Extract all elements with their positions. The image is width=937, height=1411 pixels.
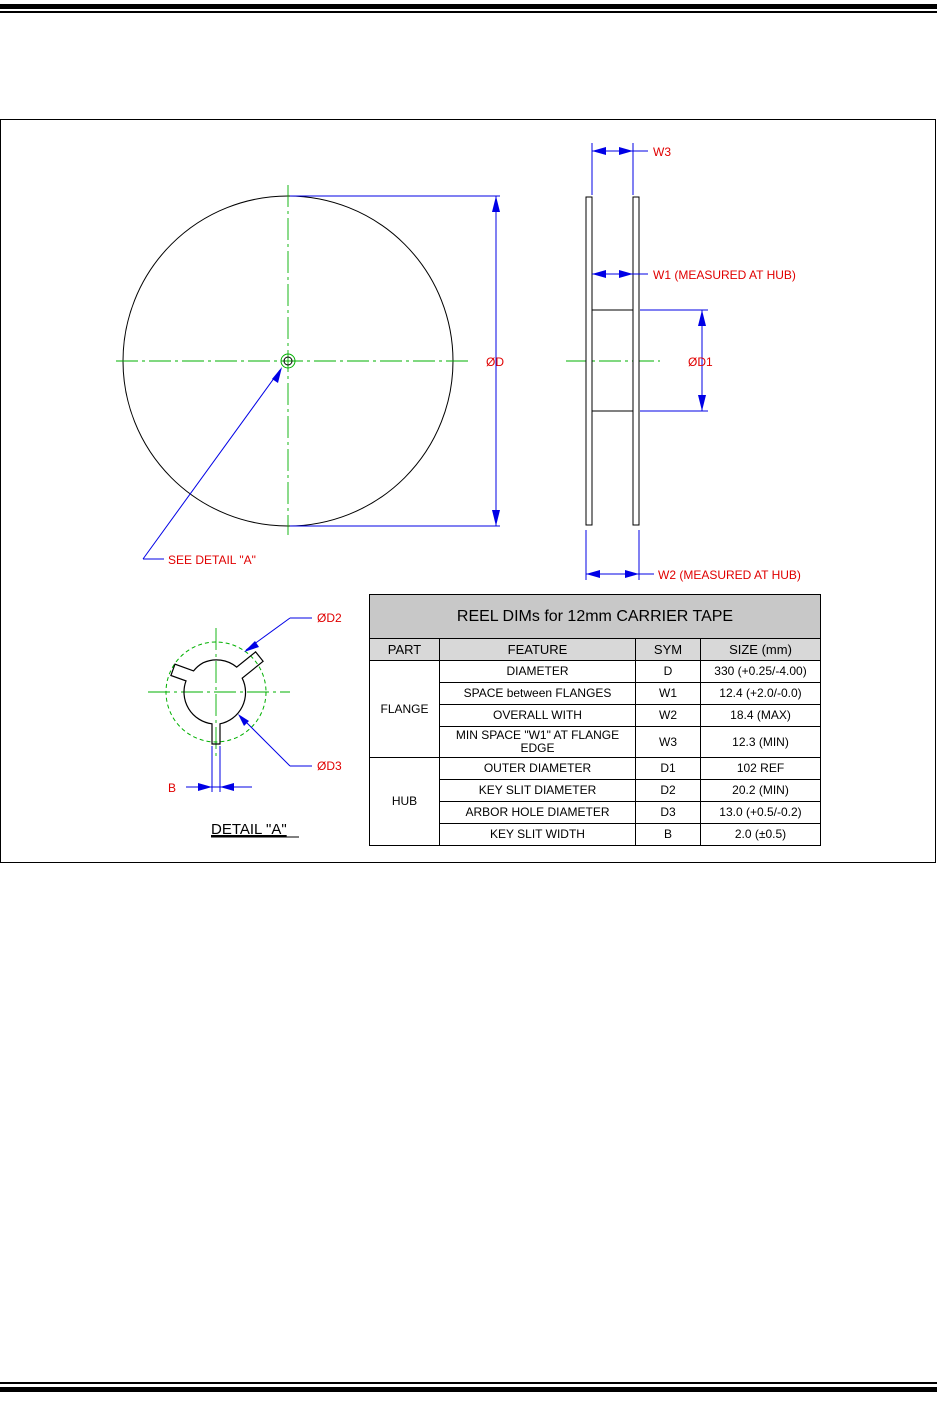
table-cell: D2 bbox=[636, 780, 701, 802]
table-cell: 12.4 (+2.0/-0.0) bbox=[701, 683, 821, 705]
table-cell: ARBOR HOLE DIAMETER bbox=[440, 802, 636, 824]
label-d1: ØD1 bbox=[688, 355, 713, 369]
dimension-w3 bbox=[592, 143, 671, 195]
flange-right bbox=[633, 197, 639, 525]
table-cell: MIN SPACE "W1" AT FLANGE EDGE bbox=[440, 727, 636, 758]
table-cell: D bbox=[636, 661, 701, 683]
table-cell: W3 bbox=[636, 727, 701, 758]
table-cell: W1 bbox=[636, 683, 701, 705]
label-see-detail: SEE DETAIL "A" bbox=[168, 553, 256, 567]
table-cell: DIAMETER bbox=[440, 661, 636, 683]
header-size: SIZE (mm) bbox=[701, 639, 821, 661]
table-cell: D3 bbox=[636, 802, 701, 824]
detail-title: DETAIL "A" bbox=[211, 821, 287, 838]
table-cell: 102 REF bbox=[701, 758, 821, 780]
bottom-rule-thick bbox=[0, 1387, 937, 1392]
label-w3: W3 bbox=[653, 145, 671, 159]
header-sym: SYM bbox=[636, 639, 701, 661]
table-cell: 2.0 (±0.5) bbox=[701, 824, 821, 846]
table-cell: 18.4 (MAX) bbox=[701, 705, 821, 727]
table-cell: KEY SLIT DIAMETER bbox=[440, 780, 636, 802]
dimension-w1 bbox=[592, 268, 796, 282]
table-cell: 12.3 (MIN) bbox=[701, 727, 821, 758]
label-d: ØD bbox=[486, 355, 504, 369]
table-cell: 13.0 (+0.5/-0.2) bbox=[701, 802, 821, 824]
table-cell: 330 (+0.25/-4.00) bbox=[701, 661, 821, 683]
table-title: REEL DIMs for 12mm CARRIER TAPE bbox=[370, 595, 821, 639]
bottom-rule-thin bbox=[0, 1382, 937, 1384]
part-flange: FLANGE bbox=[370, 661, 440, 758]
table-cell: W2 bbox=[636, 705, 701, 727]
label-d2: ØD2 bbox=[317, 611, 342, 625]
table-cell: D1 bbox=[636, 758, 701, 780]
arbor-hole-outline bbox=[171, 652, 263, 744]
header-feature: FEATURE bbox=[440, 639, 636, 661]
header-part: PART bbox=[370, 639, 440, 661]
label-d3: ØD3 bbox=[317, 759, 342, 773]
reel-front-view bbox=[116, 185, 470, 535]
dimension-d1 bbox=[640, 310, 713, 411]
reel-dimensions-table bbox=[369, 594, 821, 846]
label-b: B bbox=[168, 781, 177, 795]
label-w2: W2 (MEASURED AT HUB) bbox=[658, 568, 801, 582]
table-cell: SPACE between FLANGES bbox=[440, 683, 636, 705]
table-cell: OVERALL WITH bbox=[440, 705, 636, 727]
reel-side-view bbox=[566, 197, 660, 525]
table-cell: B bbox=[636, 824, 701, 846]
part-hub: HUB bbox=[370, 758, 440, 846]
table-cell: 20.2 (MIN) bbox=[701, 780, 821, 802]
table-cell: OUTER DIAMETER bbox=[440, 758, 636, 780]
flange-left bbox=[586, 197, 592, 525]
table-cell: KEY SLIT WIDTH bbox=[440, 824, 636, 846]
detail-a bbox=[148, 611, 342, 838]
dimension-w2 bbox=[586, 530, 801, 582]
label-w1: W1 (MEASURED AT HUB) bbox=[653, 268, 796, 282]
